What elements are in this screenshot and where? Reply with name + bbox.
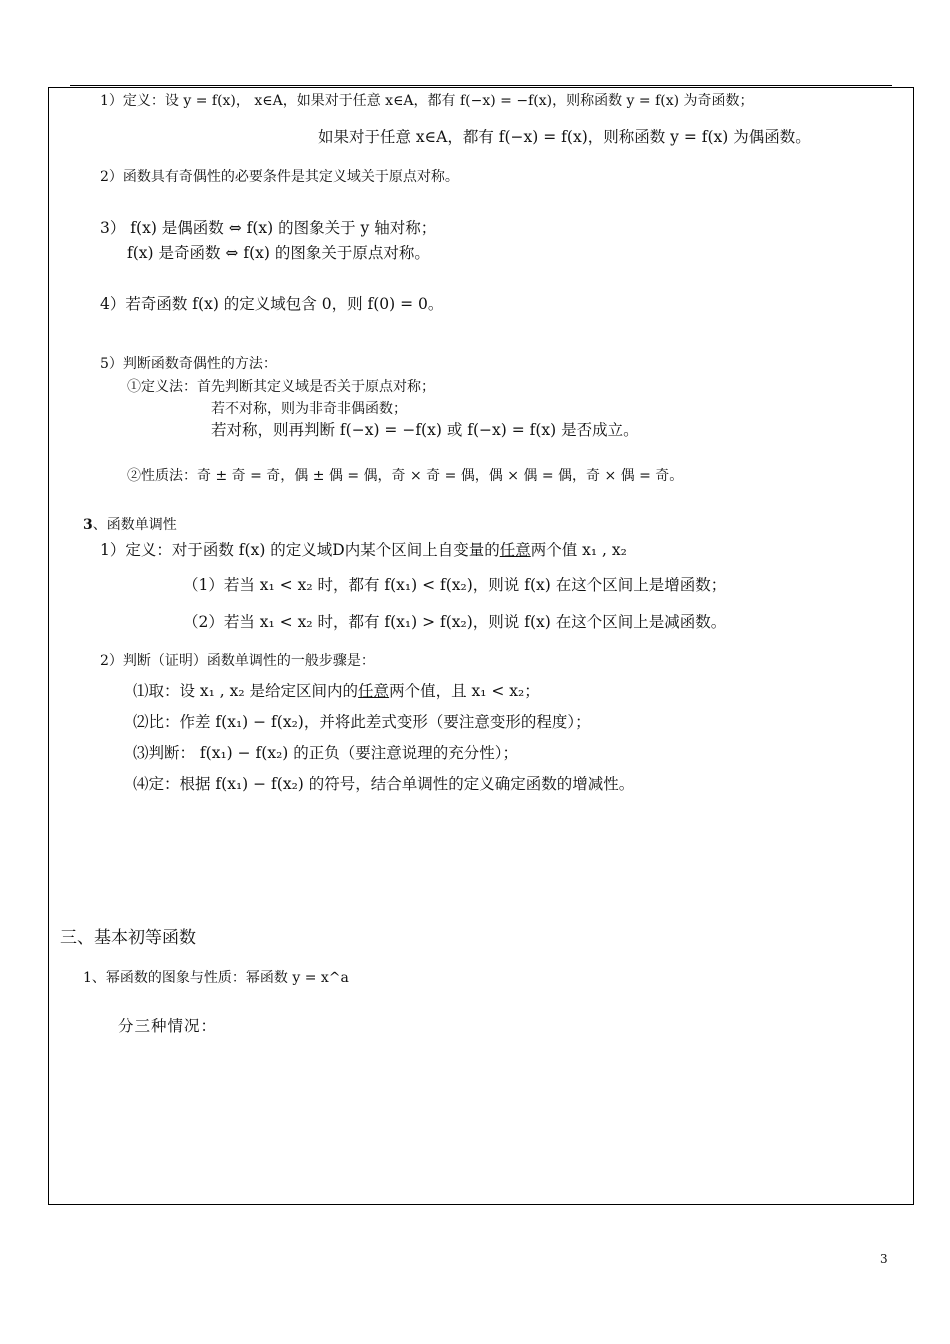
parity-odd-symmetry: f(x) 是奇函数 ⇔ f(x) 的图象关于原点对称。 bbox=[127, 244, 430, 262]
parity-method-properties: ②性质法：奇 ± 奇 = 奇，偶 ± 偶 = 偶，奇 × 奇 = 偶，偶 × 偶 = 偶，奇 × 偶 = 奇。 bbox=[127, 468, 684, 484]
monotonic-definition-post: 两个值 x₁ , x₂ bbox=[530, 541, 627, 559]
monotonic-heading-number: 3 bbox=[83, 517, 93, 533]
power-function-cases: 分三种情况： bbox=[118, 1017, 218, 1035]
monotonic-step-conclude: ⑷定：根据 f(x₁) − f(x₂) 的符号，结合单调性的定义确定函数的增减性。 bbox=[133, 775, 635, 793]
monotonic-definition-pre: 1）定义：对于函数 f(x) 的定义域D内某个区间上自变量的 bbox=[100, 541, 500, 559]
monotonic-step-take bbox=[133, 682, 540, 700]
power-function-item: 1、幂函数的图象与性质：幂函数 y = x^a bbox=[83, 970, 349, 986]
monotonic-definition bbox=[100, 541, 627, 559]
parity-method-symmetric: 若对称，则再判断 f(−x) = −f(x) 或 f(−x) = f(x) 是否成立。 bbox=[211, 421, 639, 439]
monotonic-step-take-post: 两个值，且 x₁ < x₂； bbox=[389, 682, 540, 700]
monotonic-increasing-case: （1）若当 x₁ < x₂ 时，都有 f(x₁) < f(x₂)，则说 f(x) 在这个区间上是增函数； bbox=[183, 576, 727, 594]
parity-definition-even: 如果对于任意 x∈A，都有 f(−x) = f(x)，则称函数 y = f(x) 为偶函数。 bbox=[318, 128, 811, 146]
monotonic-definition-underlined: 任意 bbox=[499, 541, 531, 559]
parity-odd-zero: 4）若奇函数 f(x) 的定义域包含 0，则 f(0) = 0。 bbox=[100, 295, 444, 313]
parity-method-definition: ①定义法：首先判断其定义域是否关于原点对称； bbox=[127, 379, 435, 395]
parity-even-symmetry: 3） f(x) 是偶函数 ⇔ f(x) 的图象关于 y 轴对称； bbox=[100, 219, 437, 237]
parity-method-asymmetric: 若不对称，则为非奇非偶函数； bbox=[211, 401, 407, 417]
monotonic-step-judge: ⑶判断： f(x₁) − f(x₂) 的正负（要注意说理的充分性）； bbox=[133, 744, 519, 762]
monotonic-step-take-pre: ⑴取：设 x₁ , x₂ 是给定区间内的 bbox=[133, 682, 359, 700]
page-number: 3 bbox=[880, 1252, 888, 1266]
parity-definition-odd: 1）定义：设 y = f(x)， x∈A，如果对于任意 x∈A，都有 f(−x) = −f(x)，则称函数 y = f(x) 为奇函数； bbox=[100, 93, 754, 109]
monotonic-heading-text: 、函数单调性 bbox=[92, 517, 177, 533]
monotonic-steps-title: 2）判断（证明）函数单调性的一般步骤是： bbox=[100, 653, 375, 669]
parity-methods-title: 5）判断函数奇偶性的方法： bbox=[100, 356, 277, 372]
monotonic-step-take-underlined: 任意 bbox=[358, 682, 390, 700]
monotonic-heading bbox=[83, 516, 177, 534]
top-rule bbox=[70, 85, 892, 86]
section-heading-basic-functions: 三、基本初等函数 bbox=[60, 928, 196, 948]
monotonic-decreasing-case: （2）若当 x₁ < x₂ 时，都有 f(x₁) > f(x₂)，则说 f(x) 在这个区间上是减函数。 bbox=[183, 613, 727, 631]
parity-necessary-condition: 2）函数具有奇偶性的必要条件是其定义域关于原点对称。 bbox=[100, 169, 459, 185]
monotonic-step-compare: ⑵比：作差 f(x₁) − f(x₂)，并将此差式变形（要注意变形的程度）； bbox=[133, 713, 591, 731]
